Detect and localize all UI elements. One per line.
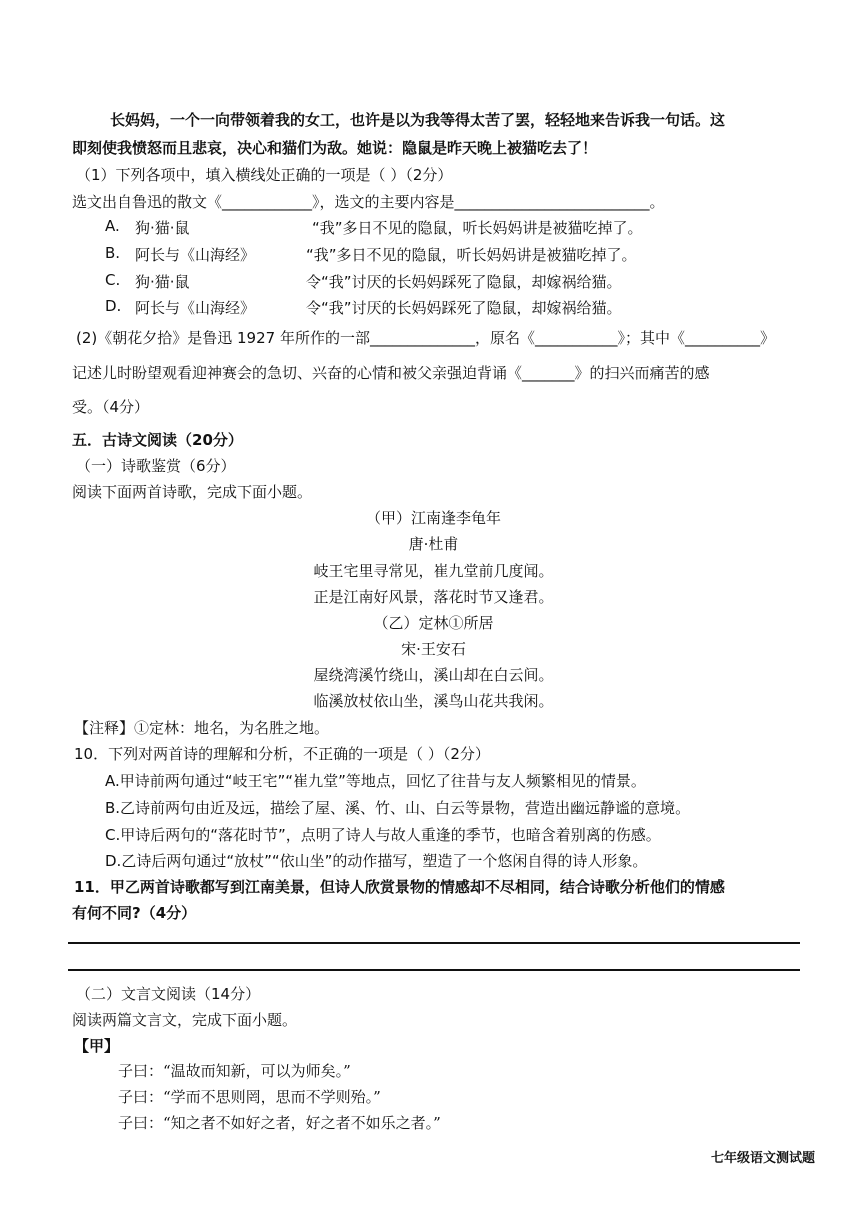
answer-line-1 — [68, 942, 800, 944]
poem-b-title: （乙）定林①所居 — [373, 614, 494, 632]
quote-1: 子曰：“温故而知新，可以为师矣。” — [118, 1062, 351, 1080]
q1-option-c-content: 令“我”讨厌的长妈妈踩死了隐鼠，却嫁祸给猫。 — [306, 273, 622, 291]
q10-option-b: B.乙诗前两句由近及远，描绘了屋、溪、竹、山、白云等景物，营造出幽远静谧的意境。 — [105, 799, 691, 817]
q1-source: 选文出自鲁迅的散文《____________》，选文的主要内容是__________________________。 — [72, 193, 665, 211]
q1-option-a-letter: A. — [105, 217, 120, 235]
poem-b-line-1: 屋绕湾溪竹绕山，溪山却在白云间。 — [313, 666, 554, 684]
poem-a-line-1: 岐王宅里寻常见，崔九堂前几度闻。 — [313, 562, 554, 580]
poem-a-title: （甲）江南逢李龟年 — [365, 509, 501, 527]
q1-option-c-letter: C. — [105, 271, 121, 289]
passage-line-2: 即刻使我愤怒而且悲哀，决心和猫们为敌。她说：隐鼠是昨天晚上被猫吃去了！ — [72, 139, 598, 157]
q10-stem: 10．下列对两首诗的理解和分析，不正确的一项是（ ）（2分） — [74, 745, 490, 763]
page-footer: 七年级语文测试题 — [710, 1151, 815, 1166]
q11-line-1: 11．甲乙两首诗歌都写到江南美景，但诗人欣赏景物的情感却不尽相同，结合诗歌分析他们的情感 — [74, 878, 725, 896]
quote-2: 子曰：“学而不思则罔，思而不学则殆。” — [118, 1088, 381, 1106]
q1-option-b-letter: B. — [105, 244, 121, 262]
q1-option-b-content: “我”多日不见的隐鼠，听长妈妈讲是被猫吃掉了。 — [306, 246, 637, 264]
q1-option-b-title: 阿长与《山海经》 — [135, 246, 256, 264]
passage-line-1: 长妈妈，一个一向带领着我的女工，也许是以为我等得太苦了罢，轻轻地来告诉我一句话。这 — [110, 111, 726, 129]
q1-option-d-title: 阿长与《山海经》 — [135, 299, 256, 317]
q1-option-c-title: 狗·猫·鼠 — [135, 273, 190, 291]
q11-line-2: 有何不同?（4分） — [72, 904, 197, 922]
poem-note: 【注释】①定林：地名，为名胜之地。 — [74, 719, 330, 737]
part2-label: 【甲】 — [74, 1037, 120, 1055]
q10-option-d: D.乙诗后两句通过“放杖”“依山坐”的动作描写，塑造了一个悠闲自得的诗人形象。 — [105, 852, 648, 870]
section-5-instruction: 阅读下面两首诗歌，完成下面小题。 — [72, 483, 313, 501]
part2-instruction: 阅读两篇文言文，完成下面小题。 — [72, 1011, 298, 1029]
q1-option-a-content: “我”多日不见的隐鼠，听长妈妈讲是被猫吃掉了。 — [312, 219, 643, 237]
poem-a-line-2: 正是江南好风景，落花时节又逢君。 — [313, 588, 554, 606]
q1-option-d-content: 令“我”讨厌的长妈妈踩死了隐鼠，却嫁祸给猫。 — [306, 299, 622, 317]
q10-option-a: A.甲诗前两句通过“岐王宅”“崔九堂”等地点，回忆了往昔与友人频繁相见的情景。 — [105, 772, 646, 790]
q2-line-2: 记述儿时盼望观看迎神赛会的急切、兴奋的心情和被父亲强迫背诵《_______》的扫兴而痛苦的感 — [72, 364, 710, 382]
section-5-part1-title: （一）诗歌鉴赏（6分） — [76, 457, 236, 475]
poem-b-author: 宋·王安石 — [401, 640, 466, 658]
q2-line-3: 受。（4分） — [72, 398, 150, 416]
answer-line-2 — [68, 969, 800, 971]
q2-line-1: (2)《朝花夕拾》是鲁迅 1927 年所作的一部______________，原名《___________》；其中《__________》 — [76, 329, 775, 347]
poem-a-author: 唐·杜甫 — [408, 535, 459, 553]
section-5-title: 五．古诗文阅读（20分） — [72, 431, 243, 449]
q1-stem: （1）下列各项中，填入横线处正确的一项是（ ）（2分） — [76, 166, 453, 184]
q1-option-d-letter: D. — [105, 297, 122, 315]
q1-option-a-title: 狗·猫·鼠 — [135, 219, 190, 237]
quote-3: 子曰：“知之者不如好之者，好之者不如乐之者。” — [118, 1114, 441, 1132]
poem-b-line-2: 临溪放杖依山坐，溪鸟山花共我闲。 — [313, 692, 554, 710]
q10-option-c: C.甲诗后两句的“落花时节”，点明了诗人与故人重逢的季节，也暗含着别离的伤感。 — [105, 826, 661, 844]
part2-title: （二）文言文阅读（14分） — [76, 985, 261, 1003]
